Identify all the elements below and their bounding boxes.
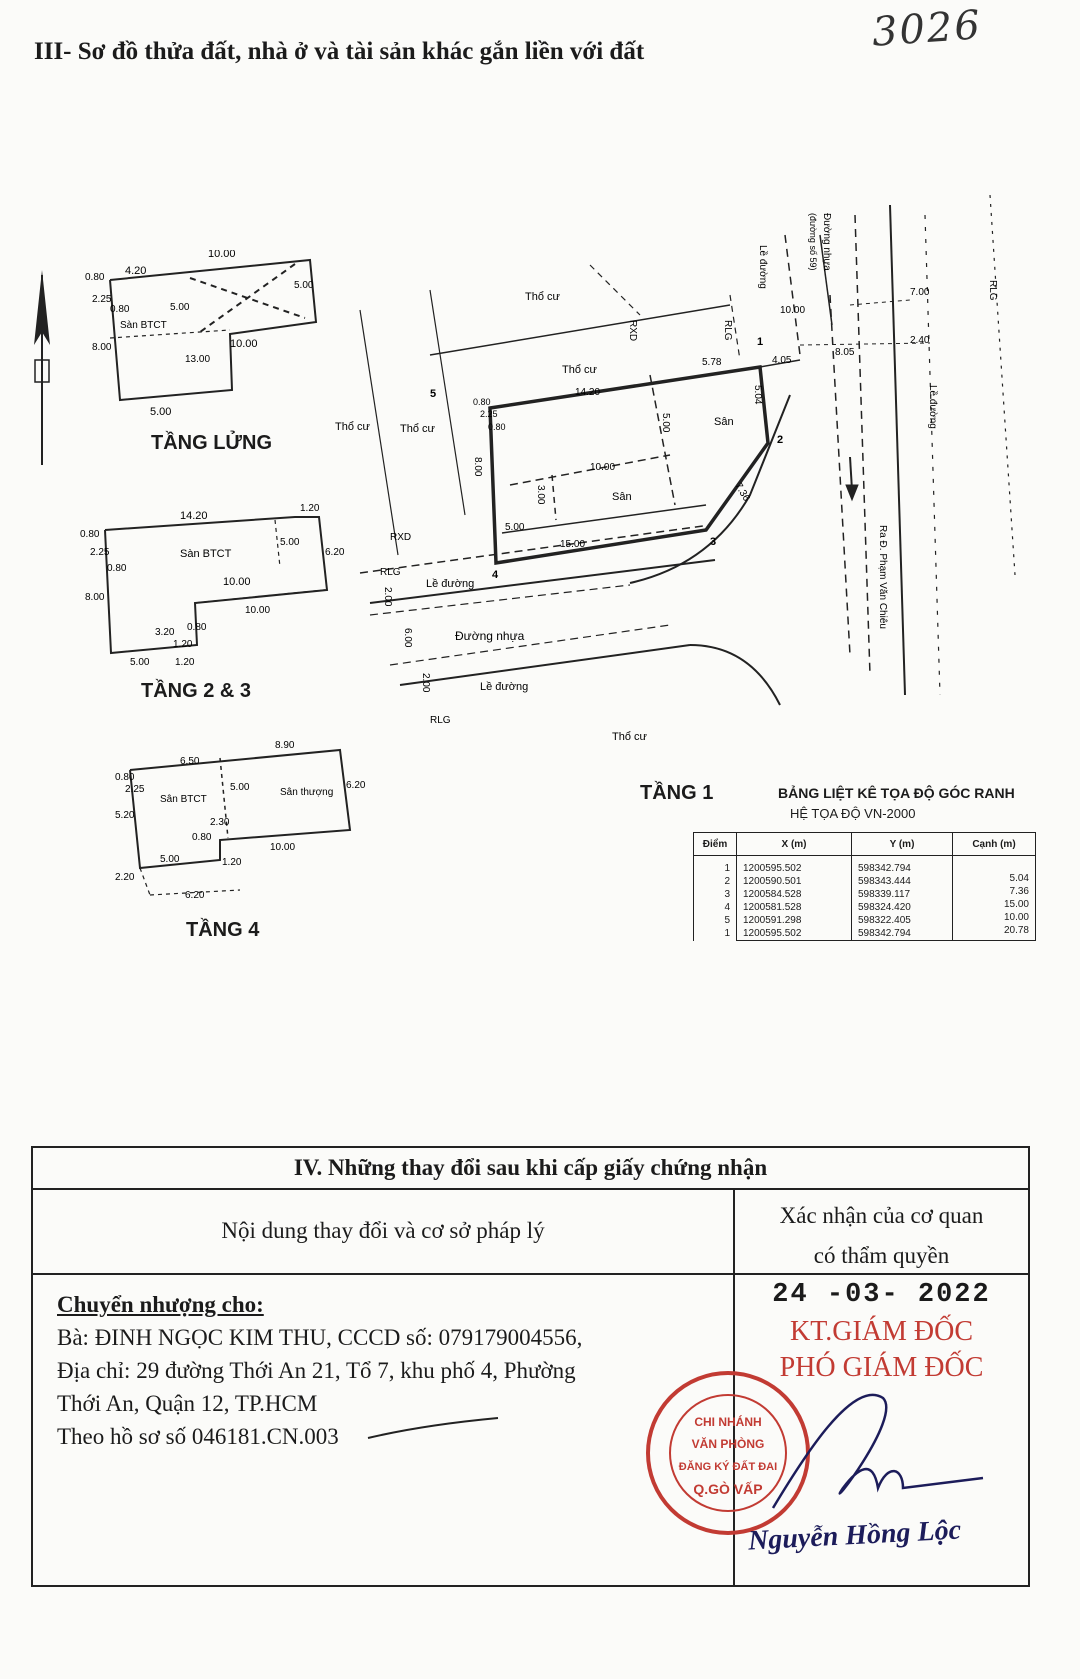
dim-label: 2.00 [420, 673, 431, 693]
dim-label: 10.00 [208, 250, 236, 260]
floor-plan-tang-lung [80, 250, 340, 420]
dim-label: 0.80 [192, 832, 212, 843]
coordinate-table-title: BẢNG LIỆT KÊ TỌA ĐỘ GÓC RANH [778, 785, 1015, 801]
dim-label: 3.20 [155, 627, 175, 638]
column-header-content: Nội dung thay đổi và cơ sở pháp lý [221, 1218, 545, 1243]
dim-label: 8.05 [835, 347, 855, 358]
label-tho-cu: Thổ cư [525, 291, 560, 303]
dim-label: 10.00 [245, 605, 271, 616]
dim-label: 5.00 [280, 537, 300, 548]
coordinate-table [693, 832, 1036, 941]
transfer-line: Bà: ĐINH NGỌC KIM THU, CCCD số: 079179004556, [57, 1325, 583, 1350]
dim-label: 2.25 [92, 294, 112, 305]
col-header: X (m) [737, 833, 852, 856]
dim-label: 5.78 [702, 357, 722, 368]
transfer-title: Chuyển nhượng cho: [57, 1292, 264, 1317]
dim-label: 2.25 [480, 409, 498, 419]
room-label: Sàn BTCT [180, 548, 232, 560]
label-duong-nhua-vertical: Đường nhựa [821, 213, 832, 271]
dim-label: 2.25 [125, 784, 145, 795]
transfer-line: Theo hồ sơ số 046181.CN.003 [57, 1424, 339, 1449]
dim-label: 6.50 [180, 756, 200, 767]
section-iv-title: IV. Những thay đổi sau khi cấp giấy chứng nhận [33, 1148, 1028, 1190]
dim-label: 2.30 [210, 817, 230, 828]
signer-role: KT.GIÁM ĐỐC PHÓ GIÁM ĐỐC [779, 1316, 984, 1383]
site-plan-tang-1 [330, 195, 1030, 765]
dim-label: 0.80 [187, 622, 207, 633]
section-title: III- Sơ đồ thửa đất, nhà ở và tài sản khác gắn liền với đất [34, 38, 645, 65]
dim-label: 5.00 [505, 522, 525, 533]
label-rxd: RXD [627, 320, 638, 342]
table-cell: 598342.794 598343.444 598339.117 598324.420 598322.405 598342.794 [852, 856, 953, 941]
label-san: Sân [612, 491, 632, 503]
point-label: 3 [710, 536, 717, 548]
label-rlg: RLG [987, 280, 998, 301]
dim-label: 0.80 [80, 529, 100, 540]
dim-label: 2.00 [382, 587, 393, 607]
floor-plan-tang-2-3 [75, 495, 350, 670]
dim-label: 5.00 [170, 302, 190, 313]
col-header: Điểm [694, 833, 737, 856]
label-le-duong: Lề đường [757, 245, 768, 289]
stamp-text: CHI NHÁNH [694, 1415, 762, 1429]
dim-label: 1.20 [173, 639, 193, 650]
dim-label: 6.20 [325, 547, 345, 558]
dim-label: 14.20 [180, 510, 208, 522]
dim-label: 10.00 [223, 576, 251, 588]
col-header: Y (m) [852, 833, 953, 856]
room-label: Sân BTCT [160, 794, 207, 805]
dim-label: 2.40 [910, 335, 930, 346]
label-tho-cu: Thổ cư [400, 423, 435, 435]
north-arrow-icon [30, 270, 54, 470]
label-le-duong: Lề đường [426, 578, 475, 590]
dim-label: 14.20 [575, 387, 601, 398]
transfer-line: Địa chỉ: 29 đường Thới An 21, Tổ 7, khu phố 4, Phường [57, 1358, 576, 1383]
transfer-line: Thới An, Quận 12, TP.HCM [57, 1391, 318, 1416]
dim-label: 5.00 [150, 406, 172, 418]
label-tho-cu: Thổ cư [562, 364, 597, 376]
dim-label: 5.04 [752, 385, 763, 405]
column-header-confirmation: Xác nhận của cơ quan có thẩm quyền [779, 1203, 984, 1268]
table-cell: 1 2 3 4 5 1 [694, 856, 737, 941]
dim-label: 5.00 [160, 854, 180, 865]
floor-label-tang-1: TẦNG 1 [640, 782, 714, 804]
dim-label: 2.20 [115, 872, 135, 883]
stamp-text: Q.GÒ VẤP [693, 1481, 763, 1497]
dim-label: 6.20 [185, 890, 205, 900]
dim-label: 5.00 [660, 413, 671, 433]
dim-label: 4.05 [772, 355, 792, 366]
point-label: 2 [777, 434, 784, 446]
dim-label: 0.80 [110, 304, 130, 315]
section-iv-table [31, 1146, 1030, 1587]
table-cell: 5.04 7.36 15.00 10.00 20.78 [953, 856, 1036, 941]
label-rlg: RLG [380, 567, 401, 578]
dim-label: 0.80 [107, 563, 127, 574]
floor-label-tang-4: TẦNG 4 [186, 919, 260, 941]
label-san: Sân [714, 416, 734, 428]
dim-label: 7.36 [732, 481, 752, 504]
label-rlg: RLG [722, 320, 733, 341]
dim-label: 6.00 [402, 628, 413, 648]
dim-label: 7.00 [910, 287, 930, 298]
dim-label: 1.20 [222, 857, 242, 868]
dim-label: 6.20 [346, 780, 366, 791]
dim-label: 0.80 [115, 772, 135, 783]
dim-label: 5.00 [294, 280, 314, 291]
label-ra-duong: Ra Đ. Phạm Văn Chiêu [877, 525, 888, 629]
stamp-text: ĐĂNG KÝ ĐẤT ĐAI [678, 1461, 778, 1473]
label-tho-cu: Thổ cư [612, 731, 647, 743]
floor-label-tang-2-3: TẦNG 2 & 3 [141, 680, 252, 702]
pen-stroke [363, 1413, 503, 1443]
dim-label: 10.00 [590, 462, 616, 473]
dim-label: 15.00 [560, 539, 586, 550]
label-tho-cu: Thổ cư [335, 421, 370, 433]
room-label: Sân thượng [280, 787, 334, 798]
confirmation-date: 24 -03- 2022 [772, 1280, 991, 1310]
label-rxd: RXD [390, 532, 412, 543]
signer-name: Nguyễn Hồng Lộc [747, 1514, 962, 1557]
handwritten-mark: 3026 [870, 2, 984, 56]
coordinate-table-subtitle: HỆ TỌA ĐỘ VN-2000 [790, 806, 916, 821]
dim-label: 10.00 [270, 842, 296, 853]
col-header: Cạnh (m) [953, 833, 1036, 856]
dim-label: 13.00 [185, 354, 211, 365]
label-duong-so: (đường số 59) [808, 213, 818, 271]
dim-label: 8.00 [472, 457, 483, 477]
dim-label: 8.90 [275, 740, 295, 751]
label-duong-nhua: Đường nhựa [455, 629, 525, 643]
label-le-duong: Lề đường [927, 385, 938, 429]
dim-label: 1.20 [175, 657, 195, 668]
dim-label: 5.00 [130, 657, 150, 668]
dim-label: 0.80 [85, 272, 105, 283]
point-label: 4 [492, 569, 499, 581]
dim-label: 0.80 [473, 397, 491, 407]
label-rlg: RLG [430, 715, 451, 726]
point-label: 1 [757, 336, 764, 348]
dim-label: 2.25 [90, 547, 110, 558]
dim-label: 10.00 [230, 338, 258, 350]
label-le-duong: Lề đường [480, 681, 529, 693]
dim-label: 4.20 [125, 265, 147, 277]
point-label: 5 [430, 388, 437, 400]
dim-label: 8.00 [85, 592, 105, 603]
dim-label: 8.00 [92, 342, 112, 353]
floor-label-tang-lung: TẦNG LỬNG [151, 432, 273, 454]
dim-label: 0.80 [488, 422, 506, 432]
room-label: Sàn BTCT [120, 320, 167, 331]
stamp-text: VĂN PHÒNG [691, 1437, 765, 1451]
dim-label: 5.20 [115, 810, 135, 821]
dim-label: 1.20 [300, 503, 320, 514]
dim-label: 3.00 [535, 485, 546, 505]
signature-icon [763, 1368, 1013, 1538]
table-cell: 1200595.502 1200590.501 1200584.528 1200581.528 1200591.298 1200595.502 [737, 856, 852, 941]
dim-label: 5.00 [230, 782, 250, 793]
dim-label: 10.00 [780, 305, 806, 316]
